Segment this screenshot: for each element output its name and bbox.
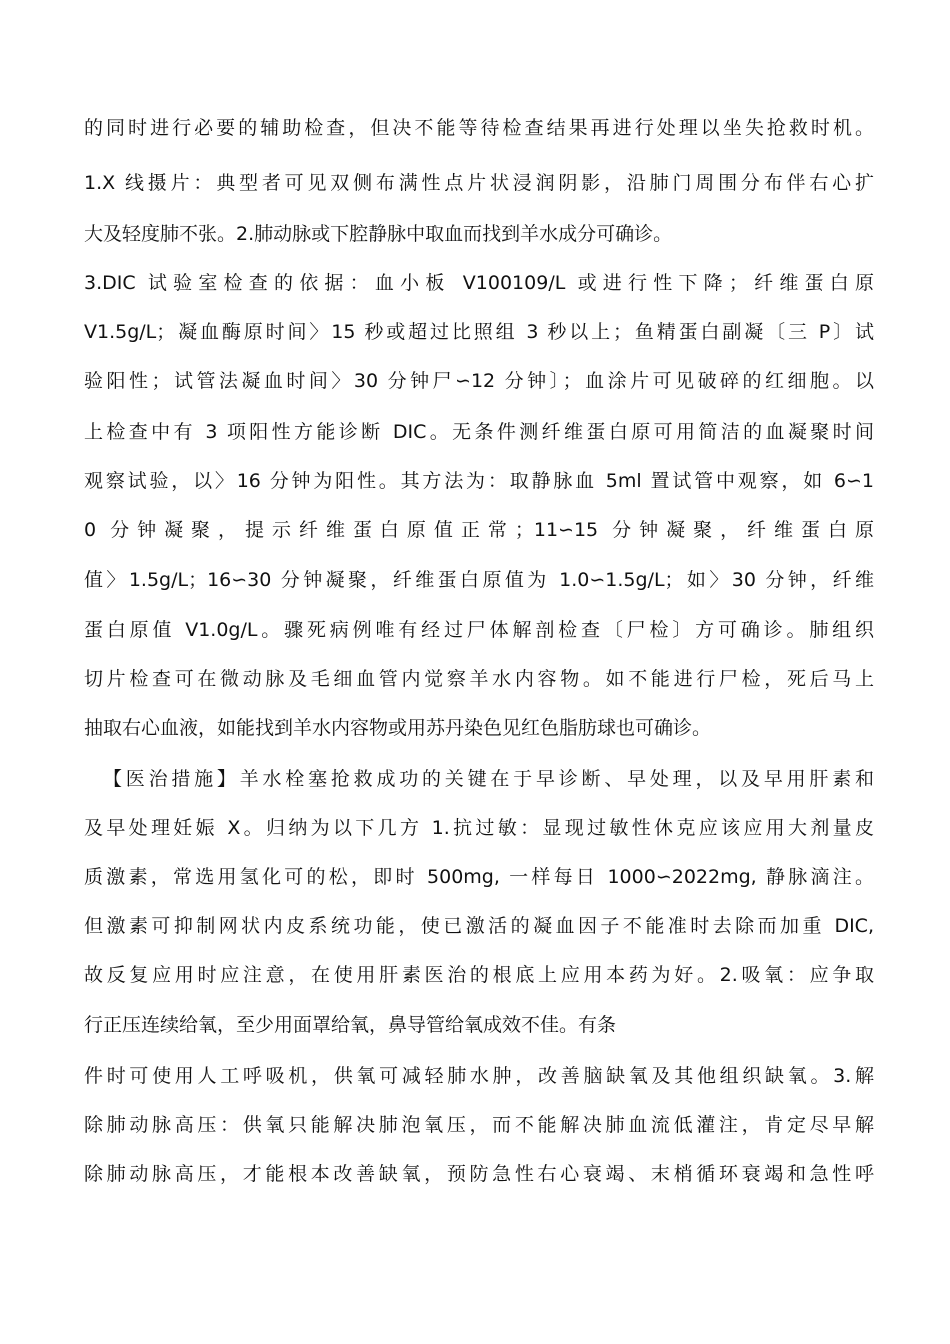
text-line: 行正压连续给氧，至少用面罩给氧，鼻导管给氧成效不佳。有条	[84, 1014, 617, 1036]
text-line: 及早处理妊娠 X。归纳为以下几方 1.抗过敏：显现过敏性休克应该应用大剂量皮	[84, 817, 874, 839]
text-line: 蛋白原值 V1.0g/L。骤死病例唯有经过尸体解剖检查〔尸检〕方可确诊。肺组织	[84, 619, 874, 641]
text-line: 大及轻度肺不张。2.肺动脉或下腔静脉中取血而找到羊水成分可确诊。	[84, 223, 673, 245]
text-line: V1.5g/L；凝血酶原时间〉15 秒或超过比照组 3 秒以上；鱼精蛋白副凝〔三 P〕试	[84, 321, 874, 343]
text-line: 值〉1.5g/L；16∽30 分钟凝聚，纤维蛋白原值为 1.0∽1.5g/L；如〉30 分钟，纤维	[84, 569, 874, 591]
text-line: 抽取右心血液，如能找到羊水内容物或用苏丹染色见红色脂肪球也可确诊。	[84, 717, 712, 739]
text-line: 故反复应用时应注意，在使用肝素医治的根底上应用本药为好。2.吸氧：应争取	[84, 964, 874, 986]
text-line: 验阳性；试管法凝血时间〉30 分钟尸∽12 分钟〕；血涂片可见破碎的红细胞。以	[84, 370, 874, 392]
text-line: 0 分钟凝聚，提示纤维蛋白原值正常；11∽15 分钟凝聚，纤维蛋白原	[84, 519, 874, 541]
text-line: 的同时进行必要的辅助检查，但决不能等待检查结果再进行处理以坐失抢救时机。	[84, 117, 874, 139]
text-line: 观察试验，以〉16 分钟为阳性。其方法为：取静脉血 5ml 置试管中观察，如 6∽1	[84, 470, 874, 492]
text-line: 除肺动脉高压，才能根本改善缺氧，预防急性右心衰竭、末梢循环衰竭和急性呼	[84, 1163, 874, 1185]
text-line: 件时可使用人工呼吸机，供氧可减轻肺水肿，改善脑缺氧及其他组织缺氧。3.解	[84, 1065, 874, 1087]
text-line: 上检查中有 3 项阳性方能诊断 DIC。无条件测纤维蛋白原可用简洁的血凝聚时间	[84, 421, 874, 443]
text-line: 除肺动脉高压：供氧只能解决肺泡氧压，而不能解决肺血流低灌注，肯定尽早解	[84, 1114, 874, 1136]
text-line: 但激素可抑制网状内皮系统功能，使已激活的凝血因子不能准时去除而加重 DIC,	[84, 915, 874, 937]
text-line: 【医治措施】羊水栓塞抢救成功的关键在于早诊断、早处理，以及早用肝素和	[103, 768, 874, 790]
text-line: 3.DIC 试验室检查的依据：血小板 V100109/L 或进行性下降；纤维蛋白原	[84, 272, 874, 294]
text-line: 质激素，常选用氢化可的松，即时 500mg, 一样每日 1000∽2022mg, 静脉滴注。	[84, 866, 874, 888]
text-line: 切片检查可在微动脉及毛细血管内觉察羊水内容物。如不能进行尸检，死后马上	[84, 668, 874, 690]
text-line: 1.X 线摄片：典型者可见双侧布满性点片状浸润阴影，沿肺门周围分布伴右心扩	[84, 172, 874, 194]
